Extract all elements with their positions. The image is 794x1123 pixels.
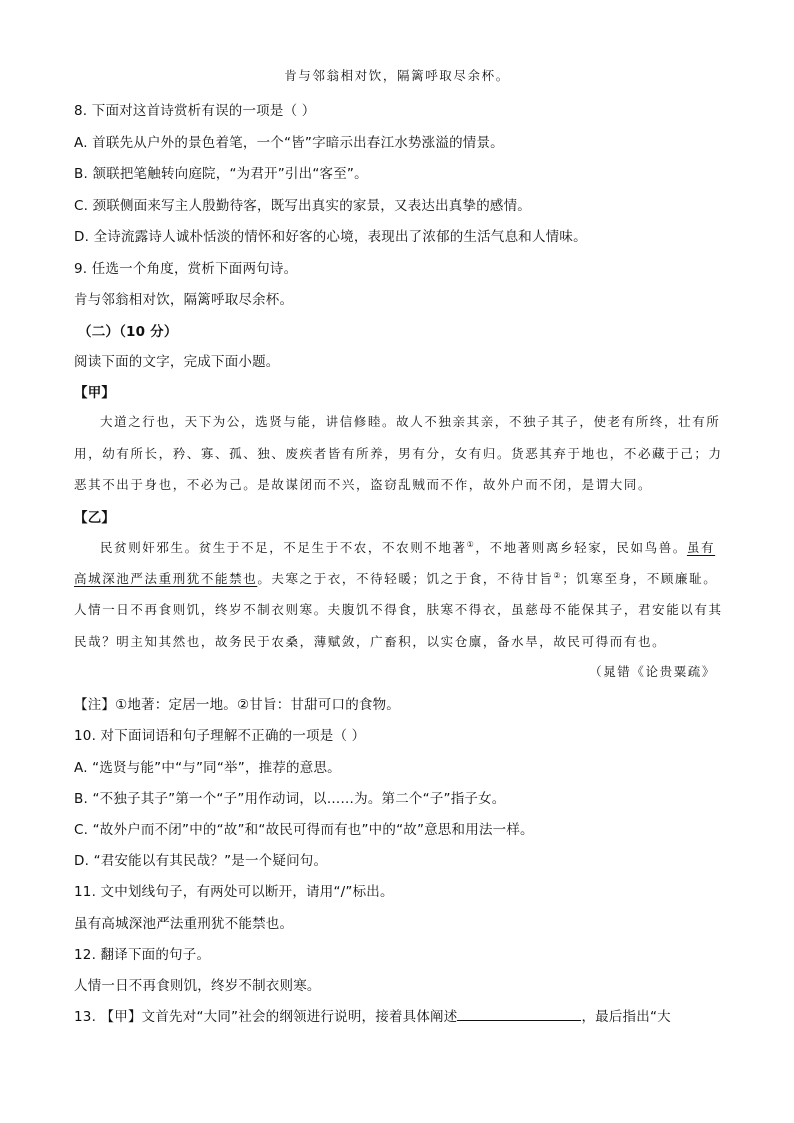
question-9-poem-line: 肯与邻翁相对饮，隔篱呼取尽余杯。 <box>74 292 294 308</box>
passage-yi-line <box>74 569 717 587</box>
question-13-text: ，最后指出“大 <box>581 1009 671 1025</box>
question-13-text: 13. 【甲】文首先对“大同”社会的纲领进行说明，接着具体阐述 <box>74 1009 458 1025</box>
passage-yi-label: 【乙】 <box>74 510 116 526</box>
passage-yi-text: ；饥寒至身，不顾廉耻。 <box>562 571 718 586</box>
passage-yi-line <box>100 538 715 556</box>
section-2-instruction: 阅读下面的文字，完成下面小题。 <box>74 354 280 370</box>
answer-blank[interactable] <box>457 1008 581 1021</box>
passage-yi-text: 民贫则奸邪生。贫生于不足，不足生于不农，不农则不地著 <box>100 540 467 555</box>
question-10-option-c: C. “故外户而不闭”中的“故”和“故民可得而有也”中的“故”意思和用法一样。 <box>74 822 534 838</box>
question-8-option-b: B. 颔联把笔触转向庭院，“为君开”引出“客至”。 <box>74 166 368 182</box>
passage-yi-source: （晁错《论贵粟疏》 <box>589 664 716 679</box>
passage-jia-label: 【甲】 <box>74 385 116 401</box>
question-8-option-a: A. 首联先从户外的景色着笔，一个“皆”字暗示出春江水势涨溢的情景。 <box>74 135 504 151</box>
question-11-stem: 11. 文中划线句子，有两处可以断开，请用“/”标出。 <box>74 884 394 900</box>
question-8-option-d: D. 全诗流露诗人诚朴恬淡的情怀和好客的心境，表现出了浓郁的生活气息和人情味。 <box>74 229 587 245</box>
passage-jia-line: 大道之行也，天下为公，选贤与能，讲信修睦。故人不独亲其亲，不独子其子，使老有所终，壮有所 <box>100 414 721 429</box>
annotation-note: 【注】①地著：定居一地。②甘旨：甘甜可口的食物。 <box>74 697 401 713</box>
question-12-sentence: 人情一日不再食则饥，终岁不制衣则寒。 <box>74 978 321 994</box>
question-10-option-a: A. “选贤与能”中“与”同“举”，推荐的意思。 <box>74 760 341 776</box>
passage-jia-line: 恶其不出于身也，不必为己。是故谋闭而不兴，盗窃乱贼而不作，故外户而不闭，是谓大同。 <box>74 477 653 492</box>
poem-line-top: 肯与邻翁相对饮，隔篱呼取尽余杯。 <box>284 68 510 83</box>
passage-yi-line: 人情一日不再食则饥，终岁不制衣则寒。夫腹饥不得食，肤寒不得衣，虽慈母不能保其子，君安能以有其 <box>74 602 723 617</box>
passage-jia-line: 用，幼有所长，矜、寡、孤、独、废疾者皆有所养，男有分，女有归。货恶其弃于地也，不必藏于己；力 <box>74 446 723 461</box>
passage-yi-line: 民哉？明主知其然也，故务民于农桑，薄赋敛，广畜积，以实仓廪，备水旱，故民可得而有也。 <box>74 634 667 649</box>
passage-yi-text: ，不地著则离乡轻家，民如鸟兽。 <box>475 540 687 555</box>
question-12-stem: 12. 翻译下面的句子。 <box>74 947 211 963</box>
question-9-stem: 9. 任选一个角度，赏析下面两句诗。 <box>74 261 298 277</box>
question-10-option-b: B. “不独子其子”第一个“子”用作动词，以……为。第二个“子”指子女。 <box>74 791 506 807</box>
footnote-marker: ② <box>553 570 563 580</box>
footnote-marker: ① <box>466 539 476 549</box>
underlined-sentence: 虽有 <box>686 540 716 555</box>
question-13-stem <box>74 1005 671 1025</box>
section-2-title: （二）（10 分） <box>78 324 178 340</box>
passage-yi-text: 。夫寒之于衣，不待轻暖；饥之于食，不待甘旨 <box>257 571 554 586</box>
question-11-sentence: 虽有高城深池严法重刑犹不能禁也。 <box>74 916 294 932</box>
question-8-option-c: C. 颈联侧面来写主人殷勤待客，既写出真实的家景，又表达出真挚的感情。 <box>74 198 532 214</box>
question-8-stem: 8. 下面对这首诗赏析有误的一项是（ ） <box>74 103 316 119</box>
underlined-sentence: 高城深池严法重刑犹不能禁也 <box>74 571 258 586</box>
question-10-stem: 10. 对下面词语和句子理解不正确的一项是（ ） <box>74 728 366 744</box>
question-10-option-d: D. “君安能以有其民哉？”是一个疑问句。 <box>74 853 328 869</box>
